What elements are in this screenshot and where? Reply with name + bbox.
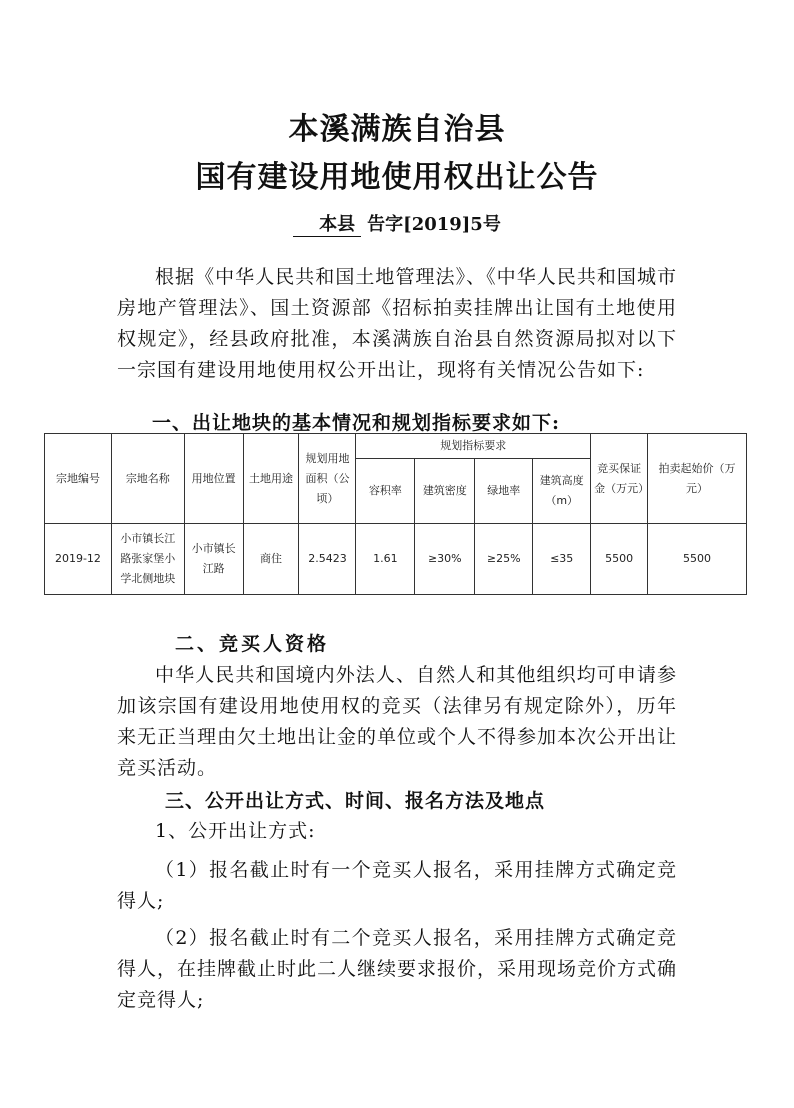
header-far: 容积率: [356, 459, 415, 524]
section2-paragraph: [117, 660, 677, 784]
header-parcel-no: 宗地编号: [45, 434, 112, 524]
cell-green: ≥25%: [475, 524, 533, 595]
header-use: 土地用途: [243, 434, 299, 524]
cell-far: 1.61: [356, 524, 415, 595]
header-height: 建筑高度（m）: [533, 459, 591, 524]
header-area: 规划用地面积（公顷）: [299, 434, 356, 524]
section2-text: 中华人民共和国境内外法人、自然人和其他组织均可申请参加该宗国有建设用地使用权的竞买（法律另有规定除外），历年来无正当理由欠土地出让金的单位或个人不得参加本次公开出让竞买活动。: [117, 664, 678, 779]
cell-parcel-name: 小市镇长江路张家堡小学北侧地块: [111, 524, 184, 595]
land-parcel-table: [44, 433, 747, 595]
cell-use: 商住: [243, 524, 299, 595]
cell-height: ≤35: [533, 524, 591, 595]
header-parcel-name: 宗地名称: [111, 434, 184, 524]
header-deposit: 竞买保证金（万元）: [591, 434, 648, 524]
section1-heading: 一、出让地块的基本情况和规划指标要求如下:: [152, 412, 561, 434]
cell-start-price: 5500: [648, 524, 747, 595]
section3-sub2: （2）报名截止时有二个竞买人报名，采用挂牌方式确定竞得人，在挂牌截止时此二人继续要求报价，采用现场竞价方式确定竞得人;: [117, 927, 678, 1011]
header-start-price: 拍卖起始价（万元）: [648, 434, 747, 524]
document-number: [0, 210, 794, 237]
section3-paragraphs: [117, 816, 677, 1016]
cell-location: 小市镇长江路: [184, 524, 243, 595]
section2-heading: 二、竞买人资格: [175, 633, 330, 655]
doc-number-prefix: 本县: [293, 210, 361, 237]
title-line-2: 国有建设用地使用权出让公告: [195, 160, 599, 195]
section3-item1: 1、公开出让方式:: [155, 820, 316, 842]
doc-number-suffix: 告字[2019]5号: [367, 214, 501, 235]
header-green: 绿地率: [475, 459, 533, 524]
header-location: 用地位置: [184, 434, 243, 524]
header-planning-group: 规划指标要求: [356, 434, 591, 459]
section3-sub1: （1）报名截止时有一个竞买人报名，采用挂牌方式确定竞得人;: [117, 859, 677, 912]
intro-paragraph: [117, 262, 677, 386]
header-density: 建筑密度: [415, 459, 475, 524]
section3-heading: 三、公开出让方式、时间、报名方法及地点: [165, 790, 546, 812]
intro-text: 根据《中华人民共和国土地管理法》、《中华人民共和国城市房地产管理法》、国土资源部《招标拍卖挂牌出让国有土地使用权规定》，经县政府批准，本溪满族自治县自然资源局拟对以下一宗国有建设用地使用权公开出让，现将有关情况公告如下:: [117, 266, 677, 381]
cell-parcel-no: 2019-12: [45, 524, 112, 595]
cell-deposit: 5500: [591, 524, 648, 595]
table-row: [45, 524, 747, 595]
cell-density: ≥30%: [415, 524, 475, 595]
cell-area: 2.5423: [299, 524, 356, 595]
title-line-1: 本溪满族自治县: [288, 112, 506, 147]
